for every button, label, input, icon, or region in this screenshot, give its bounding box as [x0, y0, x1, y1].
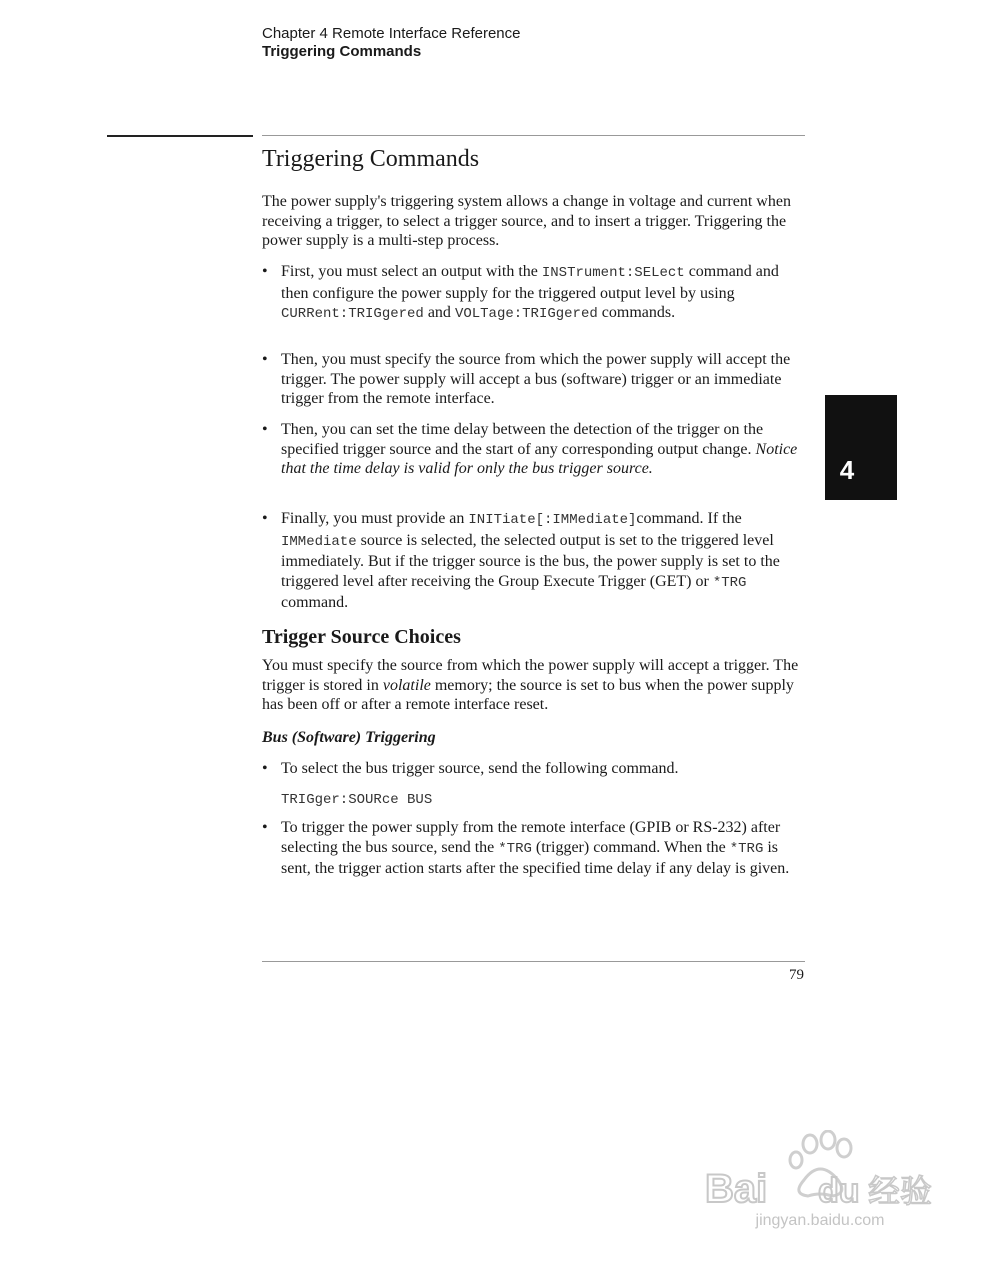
list-item: • Finally, you must provide an INITiate[:IMMediate]command. If the IMMediate source is selected, the selected output is set to the triggered level immediately. But if the trigger source is the bus, the power supply is set to the triggered level after receiving the Group Execute Trigger (GET) or *TRG command.: [262, 510, 780, 611]
trigger-source-paragraph: You must specify the source from which the power supply will accept a trigger. The trigger is stored in volatile memory; the source is set to bus when the power supply has been off or after a remote interface reset.: [262, 657, 799, 713]
bullet-icon: •: [262, 351, 268, 368]
delay-note: Notice that the time delay is valid for only the bus trigger source.: [281, 440, 798, 477]
footer-rule: [262, 961, 805, 962]
code-trg: *TRG: [712, 574, 747, 591]
bullet-icon: •: [262, 510, 268, 527]
bus-list: [262, 759, 807, 899]
page-title: Triggering Commands: [262, 146, 480, 172]
list-item: • To select the bus trigger source, send the following command.: [262, 760, 679, 777]
bullet-icon: •: [262, 421, 268, 438]
page-number: 79: [789, 967, 804, 983]
list-item: • Then, you must specify the source from which the power supply will accept the trigger. The power supply will accept a bus (software) trigger or an immediate trigger from the remote interface.: [262, 351, 791, 407]
code-immediate: IMMediate: [281, 533, 357, 550]
code-example: TRIGger:SOURce BUS: [281, 792, 433, 808]
steps-list: [262, 262, 807, 611]
bullet-icon: •: [262, 819, 268, 836]
bullet-icon: •: [262, 263, 268, 280]
list-item: • Then, you can set the time delay between the detection of the trigger on the specified trigger source and the start of any corresponding output change. Notice that the time delay is valid for only the bus trigger source.: [262, 421, 798, 477]
watermark-url: jingyan.baidu.com: [755, 1212, 885, 1229]
subsection-heading-bus: Bus (Software) Triggering: [262, 729, 436, 746]
baidu-watermark-logo: [700, 1130, 940, 1250]
running-header-section: Triggering Commands: [262, 43, 422, 60]
list-item: • To trigger the power supply from the remote interface (GPIB or RS-232) after selecting the bus source, send the *TRG (trigger) command. When the *TRG is sent, the trigger action starts after the specified time delay if any delay is given.: [262, 819, 790, 877]
top-rule: [262, 135, 805, 136]
svg-text:经验: 经验: [868, 1172, 933, 1210]
running-header-chapter: Chapter 4 Remote Interface Reference: [262, 25, 521, 42]
code-instrument-select: INSTrument:SELect: [541, 265, 685, 281]
intro-paragraph: The power supply's triggering system allows a change in voltage and current when receiving a trigger, to select a trigger source, and to insert a trigger. Triggering the power supply is a multi-step process.: [262, 193, 791, 249]
svg-text:Bai: Bai: [705, 1167, 768, 1211]
svg-text:du: du: [818, 1172, 860, 1210]
code-initiate: INITiate[:IMMediate]: [468, 512, 637, 528]
left-margin-rule: [107, 135, 253, 137]
code-current-triggered: CURRent:TRIGgered: [281, 306, 424, 322]
code-voltage-triggered: VOLTage:TRIGgered: [454, 306, 598, 322]
list-item: • First, you must select an output with the INSTrument:SELect command and then configure the power supply for the triggered output level by using CURRent:TRIGgered and VOLTage:TRIGgered commands.: [262, 263, 779, 322]
section-heading-trigger-source: Trigger Source Choices: [262, 626, 461, 648]
bullet-icon: •: [262, 760, 268, 777]
chapter-tab-number: 4: [839, 455, 855, 485]
code-trg: *TRG: [498, 840, 532, 857]
code-trg: *TRG: [729, 840, 764, 857]
